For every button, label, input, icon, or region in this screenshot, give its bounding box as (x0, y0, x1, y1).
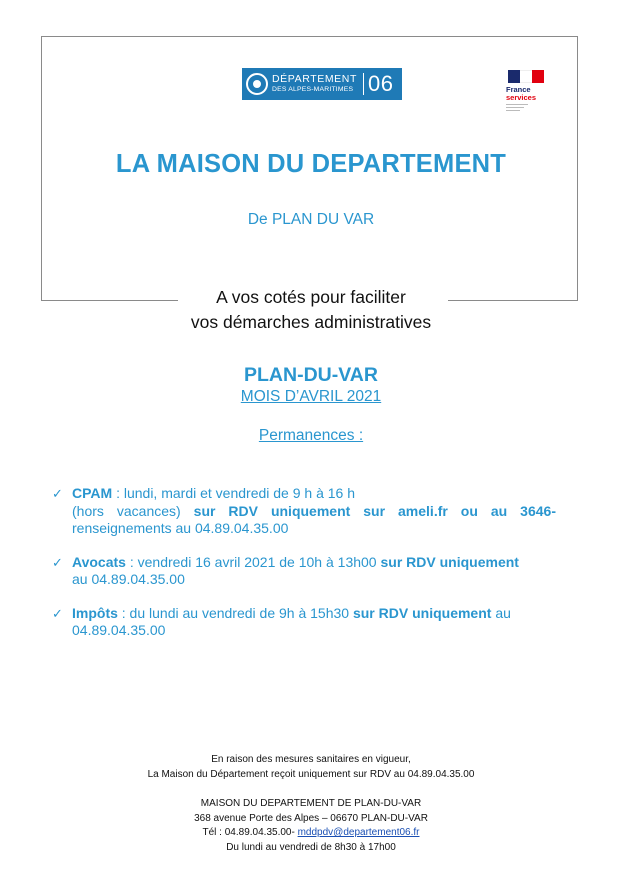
french-flag-icon (508, 70, 544, 83)
service-bold: sur RDV uniquement (380, 553, 519, 570)
tagline (0, 285, 622, 335)
list-item-avocats (50, 554, 556, 589)
departement-emblem-icon (246, 73, 268, 95)
checkmark-icon: ✓ (52, 605, 63, 621)
service-line2 (72, 503, 556, 521)
email-link[interactable]: mddpdv@departement06.fr (297, 827, 420, 838)
dept-number: 06 (367, 71, 394, 96)
logo-fine-print (506, 104, 528, 105)
france-services-line1: France (506, 85, 531, 94)
dept-separator (363, 73, 364, 95)
page-title: LA MAISON DU DEPARTEMENT (115, 150, 507, 178)
service-text: : lundi, mardi et vendredi de 9 h à 16 h (112, 485, 356, 501)
service-tail: au (491, 604, 511, 621)
permanences-heading: Permanences : (258, 427, 364, 444)
footer-org-name: MAISON DU DEPARTEMENT DE PLAN-DU-VAR (200, 798, 422, 809)
dept-line1: DÉPARTEMENT (272, 73, 357, 86)
departement-logo-text (272, 74, 357, 93)
service-text: : vendredi 16 avril 2021 de 10h à 13h00 (125, 553, 381, 570)
footer-notice-line1: En raison des mesures sanitaires en vigueur, (211, 754, 411, 765)
checkmark-icon: ✓ (52, 486, 63, 501)
footer-notice (0, 753, 622, 782)
footer-address: 368 avenue Porte des Alpes – 06670 PLAN-DU-VAR (194, 812, 428, 824)
service-bold: sur RDV uniquement sur ameli.fr ou au 3646- (193, 502, 556, 519)
footer-notice-line2: La Maison du Département reçoit uniquement sur RDV au 04.89.04.35.00 (147, 768, 475, 780)
month-label: MOIS D’AVRIL 2021 (240, 388, 382, 405)
list-item-impots (50, 605, 556, 640)
tagline-line1: A vos cotés pour faciliter (216, 287, 406, 307)
list-item-cpam (50, 485, 556, 538)
service-name: Impôts (72, 604, 118, 621)
france-services-logo (506, 70, 546, 110)
logo-fine-print (506, 110, 520, 111)
footer-phone: Tél : 04.89.04.35.00- (202, 827, 298, 838)
footer-contact (0, 797, 622, 855)
dept-line2: DES ALPES-MARITIMES (272, 85, 354, 93)
service-name: Avocats (72, 553, 126, 570)
location-title: PLAN-DU-VAR (244, 364, 378, 386)
service-text: : du lundi au vendredi de 9h à 15h30 (117, 604, 353, 621)
france-services-line2: services (506, 92, 537, 102)
services-list (50, 485, 556, 640)
service-line2: 04.89.04.35.00 (72, 622, 166, 638)
footer-phone-email (0, 826, 622, 841)
service-bold: sur RDV uniquement (352, 604, 492, 621)
logo-fine-print (506, 107, 524, 108)
service-line3: renseignements au 04.89.04.35.00 (72, 520, 289, 536)
service-name: CPAM (72, 485, 113, 501)
service-line2: au 04.89.04.35.00 (72, 571, 185, 587)
service-text: (hors vacances) (72, 502, 194, 519)
departement-logo (242, 68, 402, 100)
checkmark-icon: ✓ (52, 554, 63, 570)
tagline-line2: vos démarches administratives (190, 312, 432, 332)
footer-hours: Du lundi au vendredi de 8h30 à 17h00 (226, 841, 396, 853)
page-subtitle: De PLAN DU VAR (247, 211, 375, 228)
